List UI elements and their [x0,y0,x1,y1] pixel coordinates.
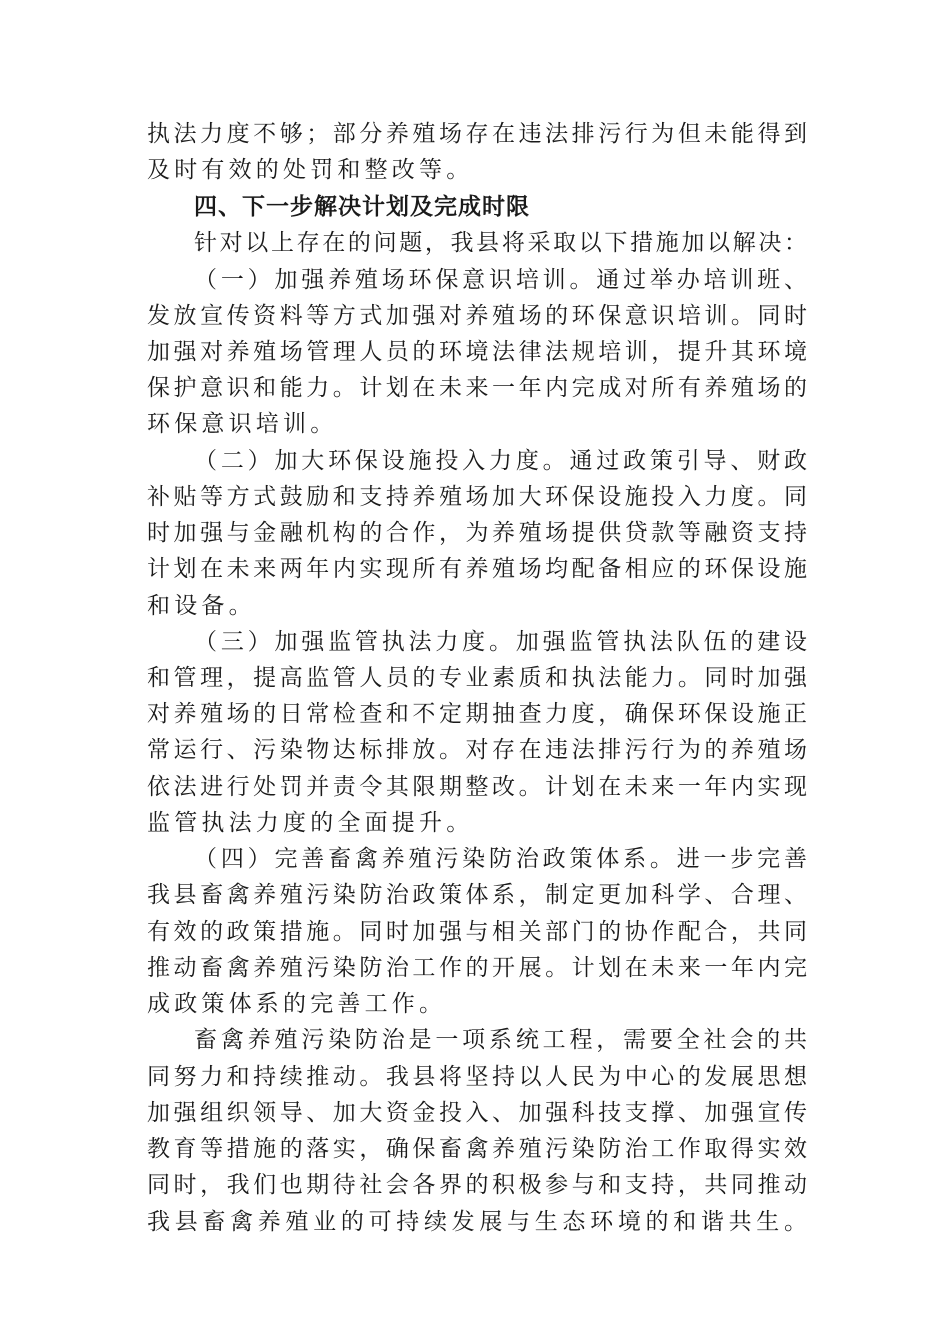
text-line: 有效的政策措施。同时加强与相关部门的协作配合，共同 [147,919,807,945]
text-line: 依法进行处罚并责令其限期整改。计划在未来一年内实现 [147,774,807,800]
text-line: 监管执法力度的全面提升。 [147,810,474,836]
text-line: 成政策体系的完善工作。 [147,991,447,1017]
text-line: 同时，我们也期待社会各界的积极参与和支持，共同推动 [147,1172,807,1198]
text-line: 及时有效的处罚和整改等。 [147,157,474,183]
text-line: 环保意识培训。 [147,411,338,437]
text-line: 计划在未来两年内实现所有养殖场均配备相应的环保设施 [147,556,807,582]
text-line: 畜禽养殖污染防治是一项系统工程，需要全社会的共 [194,1027,807,1053]
text-line: 加强对养殖场管理人员的环境法律法规培训，提升其环境 [147,339,807,365]
text-line: 和设备。 [147,593,256,619]
text-line: 对养殖场的日常检查和不定期抽查力度，确保环保设施正 [147,701,807,727]
text-line: 我县畜禽养殖污染防治政策体系，制定更加科学、合理、 [147,882,807,908]
text-line: （四）完善畜禽养殖污染防治政策体系。进一步完善 [194,846,807,872]
text-line: 常运行、污染物达标排放。对存在违法排污行为的养殖场 [147,737,807,763]
text-line: 补贴等方式鼓励和支持养殖场加大环保设施投入力度。同 [147,484,807,510]
text-line: 保护意识和能力。计划在未来一年内完成对所有养殖场的 [147,375,807,401]
text-line: （三）加强监管执法力度。加强监管执法队伍的建设 [194,629,807,655]
text-line: 推动畜禽养殖污染防治工作的开展。计划在未来一年内完 [147,955,807,981]
text-line: 加强组织领导、加大资金投入、加强科技支撑、加强宣传 [147,1100,807,1126]
text-line: 教育等措施的落实，确保畜禽养殖污染防治工作取得实效 [147,1136,807,1162]
text-line: （一）加强养殖场环保意识培训。通过举办培训班、 [194,267,807,293]
text-line: 发放宣传资料等方式加强对养殖场的环保意识培训。同时 [147,303,807,329]
text-line: 同努力和持续推动。我县将坚持以人民为中心的发展思想 [147,1064,807,1090]
text-line: 时加强与金融机构的合作，为养殖场提供贷款等融资支持 [147,520,807,546]
text-line: 和管理，提高监管人员的专业素质和执法能力。同时加强 [147,665,807,691]
text-line: 执法力度不够；部分养殖场存在违法排污行为但未能得到 [147,121,807,147]
text-line: （二）加大环保设施投入力度。通过政策引导、财政 [194,448,807,474]
section-heading: 四、下一步解决计划及完成时限 [194,194,530,220]
text-line: 针对以上存在的问题，我县将采取以下措施加以解决： [194,230,807,256]
text-line: 我县畜禽养殖业的可持续发展与生态环境的和谐共生。 [147,1209,807,1235]
